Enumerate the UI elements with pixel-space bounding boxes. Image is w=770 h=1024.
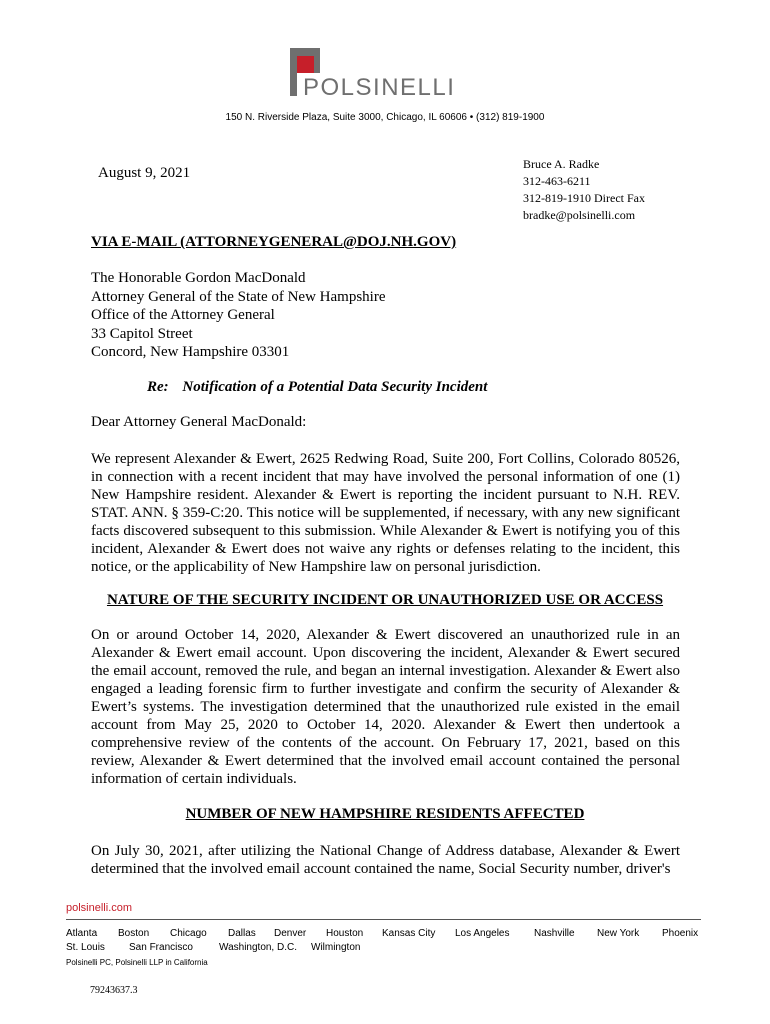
recipient-line: Attorney General of the State of New Hampshire (91, 288, 386, 305)
recipient-line: Office of the Attorney General (91, 307, 275, 323)
subject-label: Re: (147, 379, 169, 395)
recipient-address (91, 269, 386, 362)
footer-city: New York (597, 928, 640, 939)
footer-city: St. Louis (66, 942, 105, 953)
footer-divider (66, 919, 701, 920)
recipient-line: 33 Capitol Street (91, 325, 193, 342)
sender-fax: 312-819-1910 Direct Fax (523, 191, 645, 205)
salutation: Dear Attorney General MacDonald: (91, 414, 307, 430)
sender-name: Bruce A. Radke (523, 157, 600, 171)
footer-city: Nashville (534, 928, 575, 939)
recipient-line: The Honorable Gordon MacDonald (91, 270, 306, 286)
section-heading-nature: NATURE OF THE SECURITY INCIDENT OR UNAUTHORIZED USE OR ACCESS (106, 592, 664, 608)
footer-city: Wilmington (311, 942, 361, 953)
footer-city: San Francisco (129, 942, 193, 953)
footer-city: Chicago (170, 928, 207, 939)
footer-city: Dallas (228, 928, 256, 939)
section-heading-residents: NUMBER OF NEW HAMPSHIRE RESIDENTS AFFECTED (185, 806, 585, 822)
sender-email: bradke@polsinelli.com (523, 208, 636, 222)
footer-city: Denver (274, 928, 307, 939)
footer-city: Houston (326, 928, 364, 939)
recipient-line: Concord, New Hampshire 03301 (91, 344, 290, 360)
footer-entity: Polsinelli PC, Polsinelli LLP in California (66, 958, 208, 967)
subject-line (147, 379, 487, 396)
footer-city: Washington, D.C. (219, 942, 297, 953)
subject-text: Notification of a Potential Data Security Incident (182, 379, 488, 395)
letterhead-address: 150 N. Riverside Plaza, Suite 3000, Chicago, IL 60606 • (312) 819-1900 (225, 112, 545, 123)
footer-city: Kansas City (382, 928, 436, 939)
letter-date: August 9, 2021 (98, 165, 191, 181)
document-number: 79243637.3 (90, 985, 138, 996)
delivery-method: VIA E-MAIL (ATTORNEYGENERAL@DOJ.NH.GOV) (91, 234, 457, 250)
footer-website-link[interactable]: polsinelli.com (66, 902, 133, 914)
sender-block (523, 156, 645, 224)
sender-phone: 312-463-6211 (523, 174, 591, 188)
residents-paragraph: On July 30, 2021, after utilizing the National Change of Address database, Alexander & Ewert determined that the involved email account contained the name, Social Security number, driver's (91, 843, 680, 877)
brand-name: POLSINELLI (303, 74, 456, 101)
intro-paragraph: We represent Alexander & Ewert, 2625 Redwing Road, Suite 200, Fort Collins, Colorado 80526, in connection with a recent incident that may have involved the personal information of one (1) New Hampshire resident. Alexander & Ewert is reporting the incident pursuant to N.H. REV. STAT. ANN. § 359-C:20. This notice will be supplemented, if necessary, with any new significant facts discovered subsequent to this submission. While Alexander & Ewert is notifying you of this incident, Alexander & Ewert does not waive any rights or defenses relating to the incident, this notice, or the applicability of New Hampshire law on personal jurisdiction. (91, 451, 680, 575)
footer-city: Phoenix (662, 928, 699, 939)
footer-city: Atlanta (66, 928, 98, 939)
nature-paragraph: On or around October 14, 2020, Alexander & Ewert discovered an unauthorized rule in an Alexander & Ewert email account. Upon discovering the incident, Alexander & Ewert secured the email account, removed the rule, and began an internal investigation. Alexander & Ewert also engaged a leading forensic firm to further investigate and confirm the security of Alexander & Ewert’s systems. The investigation determined that the unauthorized rule existed in the email account from May 25, 2020 to October 14, 2020. Alexander & Ewert then undertook a comprehensive review of the contents of the account. On February 17, 2021, based on this review, Alexander & Ewert determined that the involved email account contained the personal information of certain individuals. (91, 627, 680, 787)
footer-city: Boston (118, 928, 150, 939)
footer-city: Los Angeles (455, 928, 510, 939)
